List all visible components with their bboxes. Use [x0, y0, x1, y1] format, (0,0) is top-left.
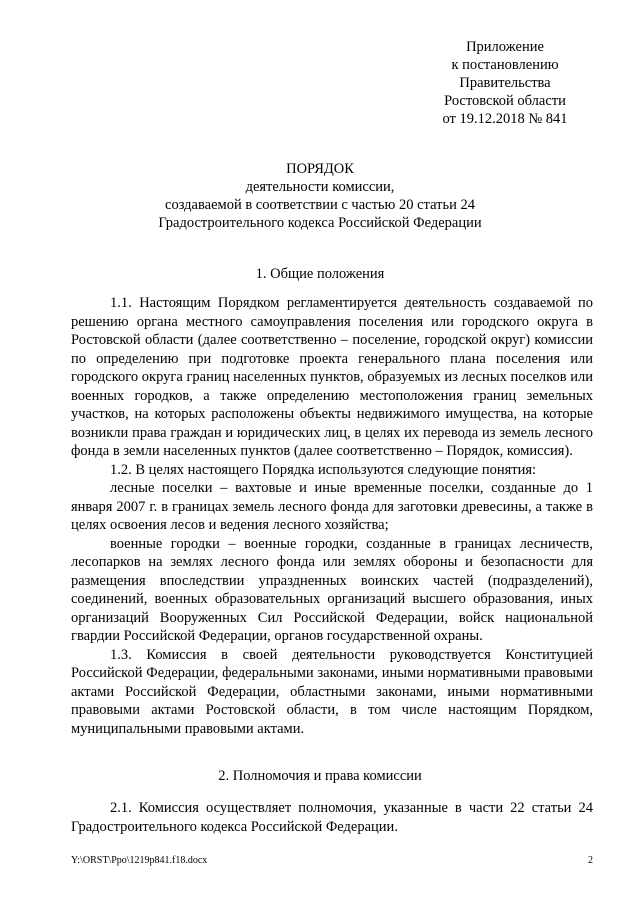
title-subtitle-line: Градостроительного кодекса Российской Федерации: [158, 215, 482, 231]
appendix-line: Правительства: [459, 75, 551, 91]
paragraph-definition-military: военные городки – военные городки, созданные в границах лесничеств, лесопарков на землях лесного фонда или землях обороны и безопасности для размещения впоследствии упраздненных воинских частей (подразделений), соединений, военных образовательных организаций высшего образования, иных организаций Вооруженных Сил Российской Федерации, войск национальной гвардии Российской Федерации, органов государственной охраны.: [71, 535, 593, 644]
appendix-block: [415, 38, 595, 128]
paragraph-1-2: 1.2. В целях настоящего Порядка используются следующие понятия:: [110, 461, 537, 478]
page-number: 2: [588, 855, 593, 866]
section-2-body: [71, 799, 593, 836]
appendix-line: Приложение: [466, 39, 544, 55]
paragraph-definition-forest: лесные поселки – вахтовые и иные временные поселки, созданные до 1 января 2007 г. в границах земель лесного фонда для заготовки древесины, а также в целях освоения лесов и ведения лесного хозяйства;: [71, 480, 593, 533]
document-title: [0, 160, 640, 232]
appendix-line: от 19.12.2018 № 841: [442, 111, 568, 127]
file-path: Y:\ORST\Ppo\1219p841.f18.docx: [71, 855, 208, 866]
paragraph-2-1: 2.1. Комиссия осуществляет полномочия, указанные в части 22 статьи 24 Градостроительного кодекса Российской Федерации.: [71, 800, 593, 835]
section-1-heading: 1. Общие положения: [255, 266, 385, 282]
page-footer: [71, 855, 593, 867]
paragraph-1-1: 1.1. Настоящим Порядком регламентируется деятельность создаваемой по решению органа местного самоуправления поселения или городского округа в Ростовской области (далее соответственно – поселение, городской округ) комиссии по определению при подготовке проекта генерального плана поселения или городского округа границ населенных пунктов, образуемых из лесных поселков или военных городков, а также определению местоположения границ земельных участков, на которых расположены объекты недвижимого имущества, на которые возникли права граждан и юридических лиц, в целях их перевода из земель лесного фонда в земли населенных пунктов (далее соответственно – Порядок, комиссия).: [71, 295, 593, 459]
section-1-body: [71, 294, 593, 738]
section-2-heading: 2. Полномочия и права комиссии: [218, 768, 422, 784]
appendix-line: Ростовской области: [444, 93, 566, 109]
title-main: ПОРЯДОК: [286, 161, 354, 177]
appendix-line: к постановлению: [451, 57, 559, 73]
title-subtitle-line: деятельности комиссии,: [245, 179, 395, 195]
title-subtitle-line: создаваемой в соответствии с частью 20 статьи 24: [165, 197, 475, 213]
paragraph-1-3: 1.3. Комиссия в своей деятельности руководствуется Конституцией Российской Федерации, федеральными законами, иными нормативными правовыми актами Российской Федерации, областными законами, иными нормативными правовыми актами Ростовской области, в том числе настоящим Порядком, муниципальными правовыми актами.: [71, 646, 593, 737]
